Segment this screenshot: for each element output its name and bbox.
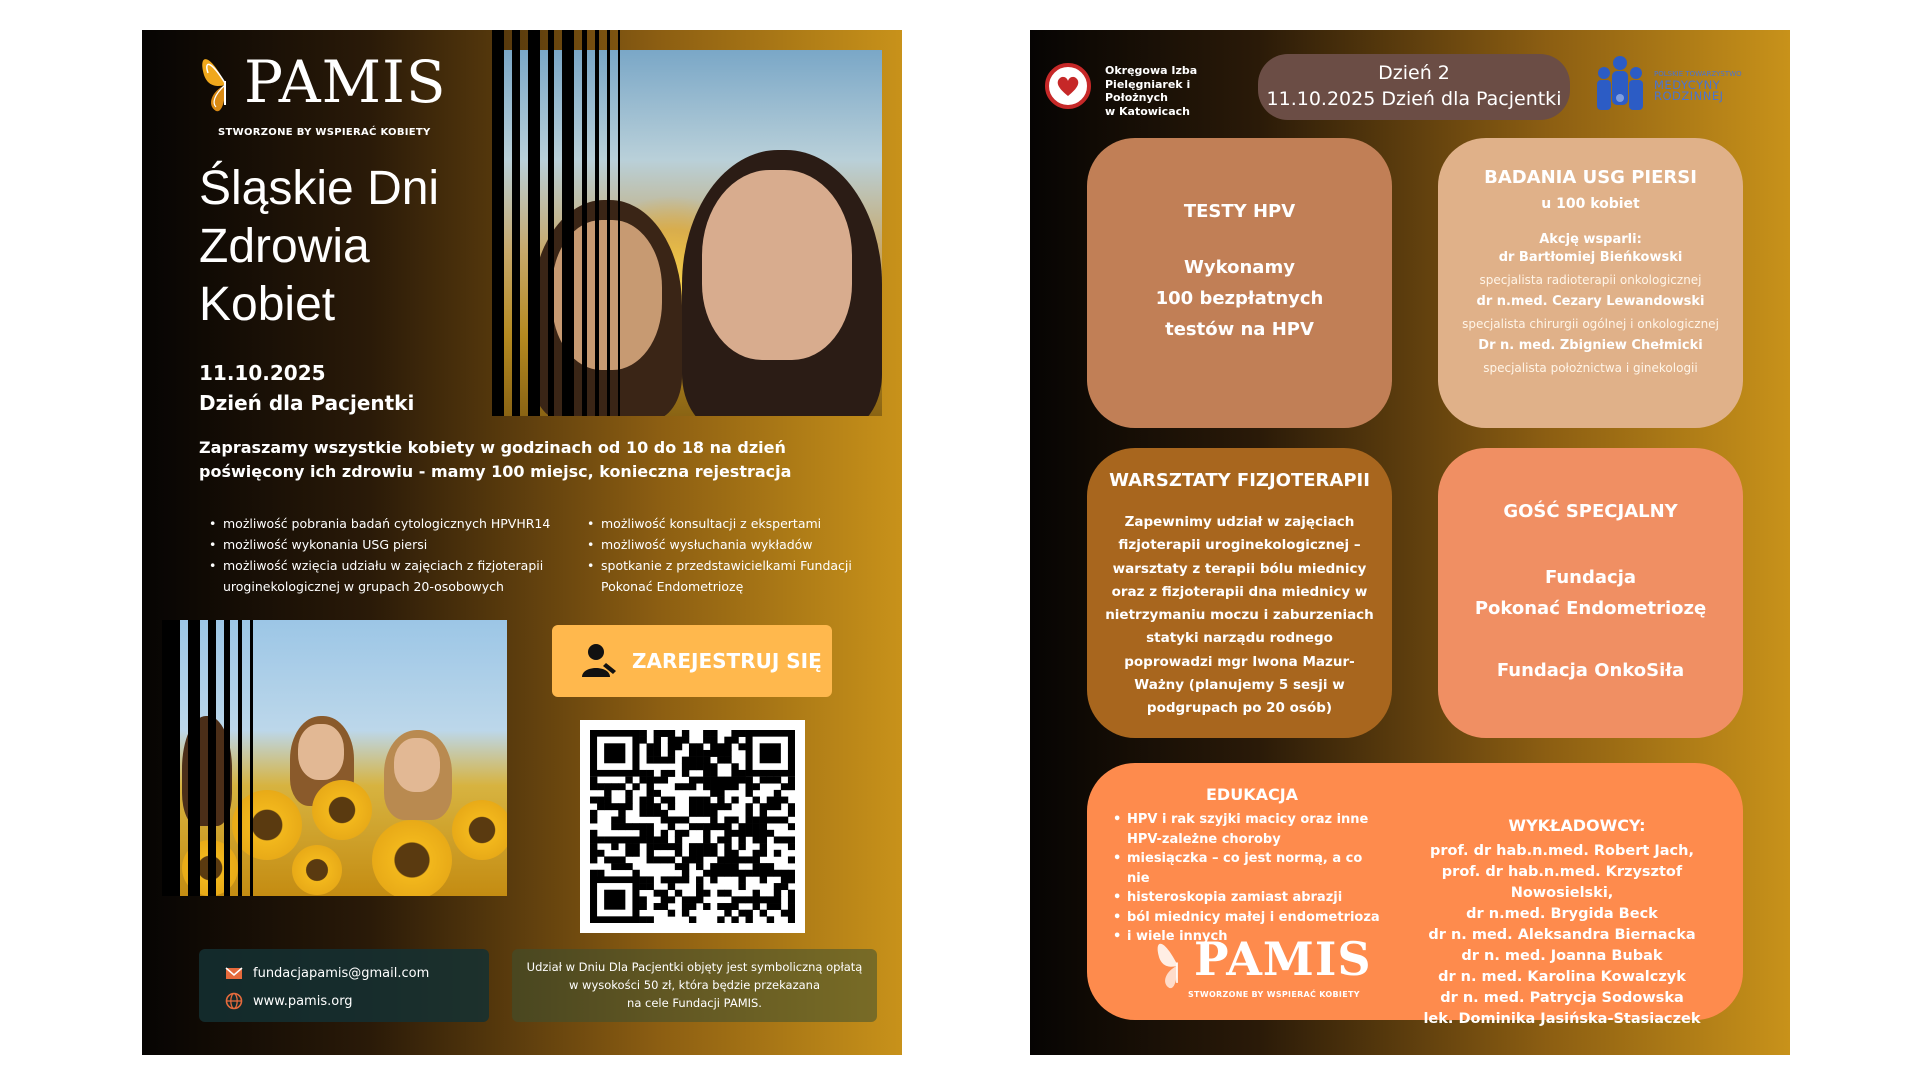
qr-code[interactable]	[580, 720, 805, 933]
email-link[interactable]: fundacjapamis@gmail.com	[253, 965, 430, 981]
pamis-logo	[198, 45, 447, 138]
list-item: dr n. med. Joanna Bubak	[1461, 948, 1663, 964]
website-row[interactable]	[225, 987, 489, 1015]
mail-icon	[225, 964, 243, 982]
list-item: • histeroskopia zamiast abrazji	[1107, 888, 1382, 908]
poster-title: Śląskie Dni Zdrowia Kobiet	[199, 162, 440, 331]
card-heading: TESTY HPV	[1183, 201, 1296, 222]
offer-list-2	[577, 513, 897, 597]
lecturers-heading: WYKŁADOWCY:	[1508, 816, 1646, 835]
register-button[interactable]	[552, 625, 832, 697]
day-badge: Dzień 2 11.10.2025 Dzień dla Pacjentki	[1258, 54, 1570, 120]
globe-icon	[225, 992, 243, 1010]
heart-emblem-icon	[1045, 63, 1091, 109]
email-row[interactable]	[225, 959, 489, 987]
contact-box	[199, 949, 489, 1022]
card-education	[1087, 763, 1743, 1027]
card-heading: BADANIA USG PIERSI	[1484, 167, 1697, 188]
list-item: • miesiączka – co jest normą, a co nie	[1107, 849, 1382, 888]
list-item: prof. dr hab.n.med. Krzysztof Nowosielski,	[1441, 864, 1683, 901]
website-link[interactable]: www.pamis.org	[253, 993, 353, 1009]
ptmr-small: POLSKIE TOWARZYSTWO	[1654, 69, 1742, 78]
poster-right	[1030, 30, 1790, 1055]
pamis-wordmark: PAMIS	[1194, 932, 1372, 986]
list-item: lek. Dominika Jasińska-Stasiaczek	[1423, 1011, 1701, 1027]
register-button-label: ZAREJESTRUJ SIĘ	[632, 649, 822, 673]
list-item: dr n. med. Patrycja Sodowska	[1440, 990, 1684, 1006]
oipip-name: Okręgowa Izba Pielęgniarek i Położnych w Katowicach	[1105, 64, 1198, 118]
card-heading: WARSZTATY FIZJOTERAPII	[1109, 470, 1370, 491]
card-physiotherapy: WARSZTATY FIZJOTERAPII Zapewnimy udział w zajęciach fizjoterapii uroginekologicznej – warsztaty z terapii bólu miednicy oraz z fizjoterapii dna miednicy w nietrzymaniu moczu i zaburzeniach statyki narządu rodnego poprowadzi mgr Iwona Mazur-Ważny (planujemy 5 sesji w podgrupach po 20 osób)	[1087, 448, 1392, 738]
qr-code-image	[590, 730, 795, 923]
user-icon	[578, 641, 618, 681]
list-item: • spotkanie z przedstawicielkami Fundacji Pokonać Endometriozę	[577, 555, 897, 597]
education-heading: EDUKACJA	[1206, 785, 1299, 804]
pamis-wordmark: PAMIS	[244, 48, 447, 116]
poster-left	[142, 30, 902, 1055]
event-date: 11.10.2025 Dzień dla Pacjentki	[199, 361, 415, 415]
card-special-guest: GOŚĆ SPECJALNY Fundacja Pokonać Endometriozę Fundacja OnkoSiła	[1438, 448, 1743, 738]
list-item: • możliwość pobrania badań cytologicznych HPVHR14	[199, 513, 559, 534]
list-item: • ból miednicy małej i endometrioza	[1107, 908, 1382, 928]
list-item: • możliwość wykonania USG piersi	[199, 534, 559, 555]
list-item: • możliwość konsultacji z ekspertami	[577, 513, 897, 534]
list-item: prof. dr hab.n.med. Robert Jach,	[1430, 843, 1694, 859]
lecturers-list	[1392, 841, 1732, 1030]
list-item: • HPV i rak szyjki macicy oraz inne HPV-zależne choroby	[1107, 810, 1382, 849]
card-heading: GOŚĆ SPECJALNY	[1503, 501, 1678, 522]
invitation-text: Zapraszamy wszystkie kobiety w godzinach od 10 do 18 na dzień poświęcony ich zdrowiu - mamy 100 miejsc, konieczna rejestracja	[199, 438, 792, 481]
card-hpv-tests: TESTY HPV Wykonamy 100 bezpłatnych testów na HPV	[1087, 138, 1392, 428]
card-usg: BADANIA USG PIERSI u 100 kobiet Akcję wsparli: dr Bartłomiej Bieńkowski specjalista radioterapii onkologicznej dr n.med. Cezary Lewandowski specjalista chirurgii ogólnej i onkologicznej Dr n. med. Zbigniew Chełmicki specjalista położnictwa i ginekologii	[1438, 138, 1743, 428]
fee-note: Udział w Dniu Dla Pacjentki objęty jest symboliczną opłatą w wysokości 50 zł, która będzie przekazana na cele Fundacji PAMIS.	[512, 949, 877, 1022]
decorative-stripes	[162, 620, 261, 896]
list-item: • możliwość wysłuchania wykładów	[577, 534, 897, 555]
offer-list-1	[199, 513, 559, 597]
ptmr-logo	[1590, 54, 1784, 116]
list-item: dr n. med. Karolina Kowalczyk	[1438, 969, 1686, 985]
education-list	[1107, 810, 1382, 947]
list-item: • i wiele innych	[1107, 927, 1382, 947]
pamis-tagline: STWORZONE BY WSPIERAĆ KOBIETY	[218, 127, 431, 138]
people-icon	[1590, 54, 1650, 116]
list-item: dr n.med. Brygida Beck	[1466, 906, 1658, 922]
list-item: dr n. med. Aleksandra Biernacka	[1428, 927, 1696, 943]
ptmr-big: MEDYCYNY RODZINNEJ	[1654, 77, 1724, 103]
pamis-tagline: STWORZONE BY WSPIERAĆ KOBIETY	[1188, 990, 1360, 999]
list-item: • możliwość wzięcia udziału w zajęciach z fizjoterapii uroginekologicznej w grupach 20-osobowych	[199, 555, 559, 597]
pamis-logo	[1154, 931, 1372, 999]
